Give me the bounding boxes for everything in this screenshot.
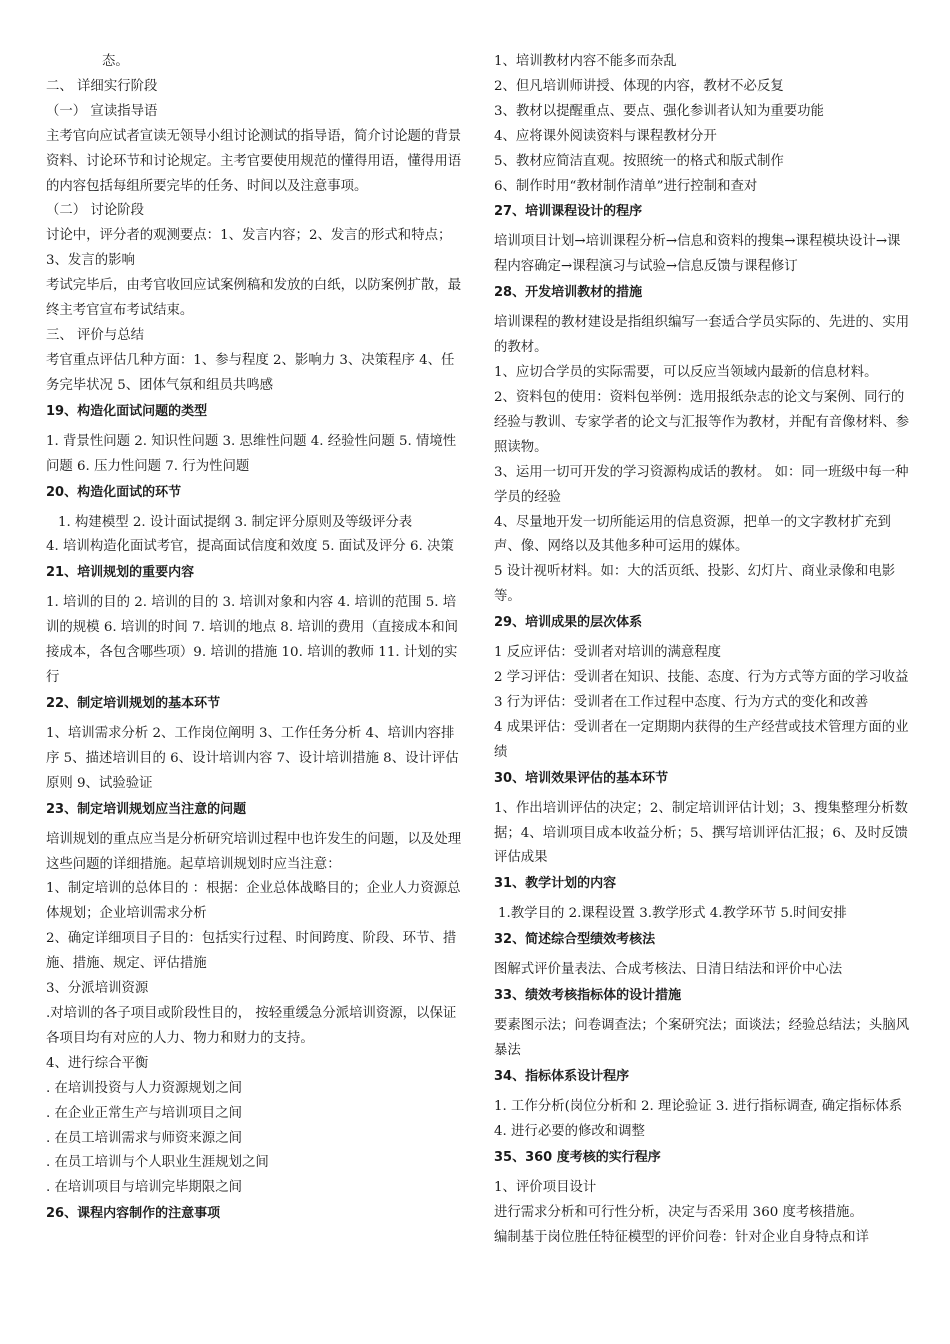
section-heading: 19、构造化面试问题的类型 — [46, 403, 208, 419]
paragraph: 4、进行综合平衡 — [46, 1055, 149, 1071]
paragraph: 3、教材以提醒重点、要点、强化参训者认知为重要功能 — [494, 103, 824, 119]
section-heading: 23、制定培训规划应当注意的问题 — [46, 801, 247, 817]
paragraph: 3、运用一切可开发的学习资源构成话的教材。 如：同一班级中每一种学员的经验 — [494, 464, 909, 505]
paragraph: 1.教学目的 2.课程设置 3.教学形式 4.教学环节 5.时间安排 — [498, 906, 847, 922]
section-heading: 27、培训课程设计的程序 — [494, 204, 643, 220]
section-heading: 30、培训效果评估的基本环节 — [494, 770, 669, 786]
paragraph: 培训规划的重点应当是分析研究培训过程中也许发生的问题，以及处理这些问题的详细措施。起草培训规划时应当注意： — [46, 831, 462, 872]
paragraph: 1. 工作分析(岗位分析和 2. 理论验证 3. 进行指标调查, 确定指标体系 4. 进行必要的修改和调整 — [494, 1099, 903, 1139]
paragraph: 培训课程的教材建设是指组织编写一套适合学员实际的、先进的、实用的教材。 — [494, 315, 910, 356]
paragraph: 4. 培训构造化面试考官，提高面试信度和效度 5. 面试及评分 6. 决策 — [46, 539, 454, 555]
paragraph: 3、分派培训资源 — [46, 981, 149, 997]
paragraph: 1、作出培训评估的决定；2、制定培训评估计划；3、搜集整理分析数据；4、培训项目成本收益分析；5、撰写培训评估汇报；6、及时反馈评估成果 — [494, 800, 908, 866]
paragraph: 1 反应评估：受训者对培训的满意程度 — [494, 645, 722, 661]
section-heading: 20、构造化面试的环节 — [46, 484, 182, 500]
paragraph: .对培训的各子项目或阶段性目的， 按轻重缓急分派培训资源，以保证各项目均有对应的人力、物力和财力的支持。 — [46, 1006, 457, 1046]
paragraph: 2、资料包的使用：资料包举例：选用报纸杂志的论文与案例、同行的经验与教训、专家学者的论文与汇报等作为教材，并配有音像材料、参照读物。 — [494, 389, 910, 455]
paragraph: 2、但凡培训师讲授、体现的内容，教材不必反复 — [494, 78, 784, 94]
paragraph: 6、制作时用“教材制作清单”进行控制和查对 — [494, 178, 758, 194]
section-heading: 21、培训规划的重要内容 — [46, 565, 195, 581]
paragraph: （二） 讨论阶段 — [46, 203, 144, 219]
paragraph: 1、培训教材内容不能多而杂乱 — [494, 54, 677, 69]
right-column — [494, 50, 910, 1251]
section-heading: 22、制定培训规划的基本环节 — [46, 695, 221, 711]
paragraph: 1、制定培训的总体目的 ：根据：企业总体战略目的；企业人力资源总体规划；企业培训需求分析 — [46, 881, 461, 922]
paragraph: 4、尽量地开发一切所能运用的信息资源，把单一的文字教材扩充到声、像、网络以及其他多种可运用的媒体。 — [494, 514, 891, 555]
paragraph: 5 设计视听材料。如：大的活页纸、投影、幻灯片、商业录像和电影等。 — [494, 564, 896, 605]
paragraph: 考试完毕后，由考官收回应试案例稿和发放的白纸，以防案例扩散，最终主考官宣布考试结束。 — [46, 278, 462, 319]
paragraph: 编制基于岗位胜任特征模型的评价问卷：针对企业自身特点和详 — [494, 1229, 869, 1245]
paragraph: 主考官向应试者宣读无领导小组讨论测试的指导语，简介讨论题的背景资料、讨论环节和讨论规定。主考官要使用规范的懂得用语，懂得用语的内容包括每组所要完毕的任务、时间以及注意事项。 — [46, 128, 462, 194]
paragraph: 培训项目计划→培训课程分析→信息和资料的搜集→课程模块设计→课程内容确定→课程演习与试验→信息反馈与课程修订 — [494, 234, 901, 275]
paragraph: 2、确定详细项目子目的：包括实行过程、时间跨度、阶段、环节、措施、措施、规定、评估措施 — [46, 931, 457, 972]
paragraph: 1. 构建模型 2. 设计面试提纲 3. 制定评分原则及等级评分表 — [58, 514, 413, 530]
paragraph: 3 行为评估：受训者在工作过程中态度、行为方式的变化和改善 — [494, 694, 869, 710]
paragraph: 进行需求分析和可行性分析，决定与否采用 360 度考核措施。 — [494, 1204, 863, 1220]
paragraph: 要素图示法；问卷调查法；个案研究法；面谈法；经验总结法；头脑风暴法 — [494, 1018, 910, 1059]
paragraph: 1、评价项目设计 — [494, 1179, 597, 1195]
paragraph: 2 学习评估：受训者在知识、技能、态度、行为方式等方面的学习收益 — [494, 670, 909, 686]
section-heading: 31、教学计划的内容 — [494, 876, 617, 892]
paragraph: 考官重点评估几种方面：1、参与程度 2、影响力 3、决策程序 4、任务完毕状况 5、团体气氛和组员共鸣感 — [46, 352, 455, 393]
paragraph: 讨论中，评分者的观测要点：1、发言内容；2、发言的形式和特点；3、发言的影响 — [46, 228, 452, 269]
section-heading: 29、培训成果的层次体系 — [494, 615, 643, 631]
left-column — [46, 50, 462, 1232]
paragraph: 1. 背景性问题 2. 知识性问题 3. 思维性问题 4. 经验性问题 5. 情境性问题 6. 压力性问题 7. 行为性问题 — [46, 433, 457, 474]
paragraph: 二、 详细实行阶段 — [46, 78, 158, 94]
paragraph: （一） 宣读指导语 — [46, 103, 158, 119]
paragraph: 三、 评价与总结 — [46, 327, 144, 343]
paragraph: 态。 — [102, 54, 129, 69]
paragraph: 4 成果评估：受训者在一定期期内获得的生产经营或技术管理方面的业绩 — [494, 719, 909, 760]
section-heading: 28、开发培训教材的措施 — [494, 285, 643, 301]
paragraph: 图解式评价量表法、合成考核法、日清日结法和评价中心法 — [494, 962, 843, 978]
paragraph: 5、教材应简洁直观。按照统一的格式和版式制作 — [494, 153, 784, 169]
section-heading: 34、指标体系设计程序 — [494, 1069, 630, 1084]
paragraph: . 在员工培训与个人职业生涯规划之间 — [46, 1155, 269, 1171]
paragraph: 4、应将课外阅读资料与课程教材分开 — [494, 128, 717, 144]
paragraph: 1、培训需求分析 2、工作岗位阐明 3、工作任务分析 4、培训内容排序 5、描述培训目的 6、设计培训内容 7、设计培训措施 8、设计评估原则 9、试验验证 — [46, 725, 459, 791]
paragraph: . 在企业正常生产与培训项目之间 — [46, 1105, 242, 1121]
section-heading: 26、课程内容制作的注意事项 — [46, 1206, 221, 1222]
paragraph: . 在员工培训需求与师资来源之间 — [46, 1130, 242, 1146]
paragraph: 1. 培训的目的 2. 培训的目的 3. 培训对象和内容 4. 培训的范围 5. 培训的规模 6. 培训的时间 7. 培训的地点 8. 培训的费用（直接成本和间接成本，各包含哪些项）9. 培训的措施 10. 培训的教师 11. 计划的实行 — [46, 595, 459, 686]
paragraph: . 在培训投资与人力资源规划之间 — [46, 1080, 242, 1096]
section-heading: 32、简述综合型绩效考核法 — [494, 932, 656, 948]
section-heading: 33、绩效考核指标体的设计措施 — [494, 988, 682, 1004]
paragraph: 1、应切合学员的实际需要，可以反应当领域内最新的信息材料。 — [494, 365, 878, 381]
section-heading: 35、360 度考核的实行程序 — [494, 1149, 661, 1165]
paragraph: . 在培训项目与培训完毕期限之间 — [46, 1180, 242, 1196]
